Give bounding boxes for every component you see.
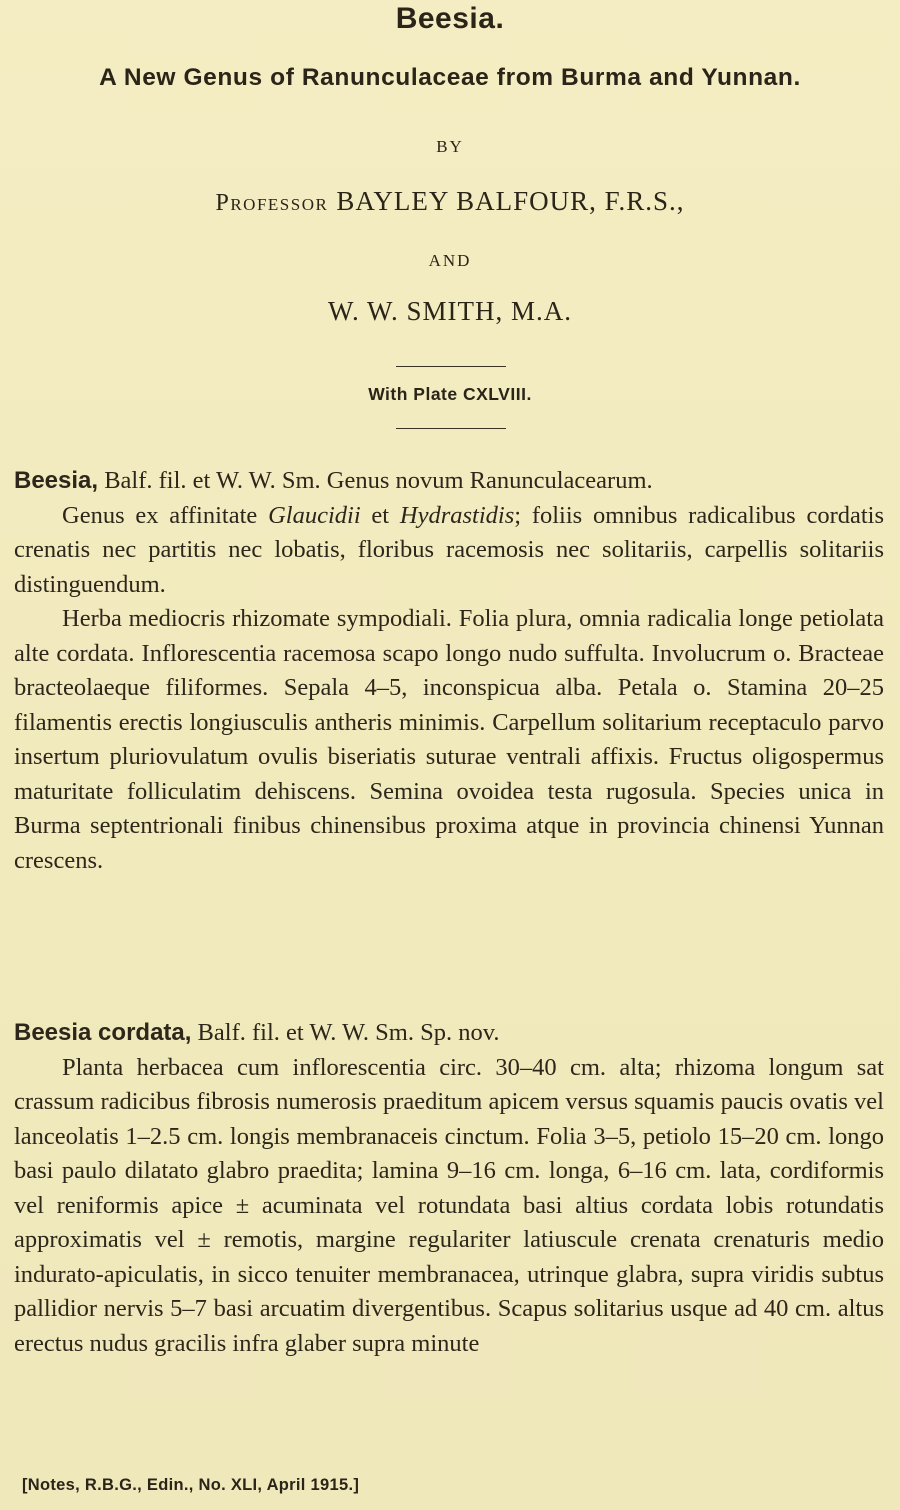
affinity-taxon-1: Glaucidii xyxy=(268,501,361,529)
species-authority: Balf. fil. et W. W. Sm. Sp. nov. xyxy=(197,1019,500,1046)
author-2: W. W. SMITH, M.A. xyxy=(327,296,573,326)
genus-section xyxy=(14,464,884,878)
byline-by: BY xyxy=(436,137,464,156)
species-section xyxy=(14,1016,884,1361)
author-1 xyxy=(0,186,900,217)
divider-top xyxy=(396,366,506,367)
article-title: Beesia. xyxy=(395,2,505,35)
page-footer: [Notes, R.B.G., Edin., No. XLI, April 1915.] xyxy=(22,1476,360,1494)
affinity-end: ; foliis omnibus radicalibus cordatis crenatis nec partitis nec lobatis, floribus racemosis nec solitariis, carpellis solitariis distinguendum. xyxy=(14,501,884,598)
divider-bottom xyxy=(396,428,506,429)
author-1-title: Professor xyxy=(215,190,329,216)
author-1-name: BAYLEY BALFOUR, F.R.S., xyxy=(336,186,685,216)
genus-heading xyxy=(14,464,884,499)
affinity-start: Genus ex affinitate xyxy=(62,501,269,529)
species-description-paragraph: Planta herbacea cum inflorescentia circ. 30–40 cm. alta; rhizoma longum sat crassum radicibus fibrosis numerosis praeditum apicem versus squamis paucis ovatis vel lanceolatis 1–2.5 cm. longis membranaceis cinctum. Folia 3–5, petiolo 15–20 cm. longo basi paulo dilatato glabro praedita; lamina 9–16 cm. longa, 6–16 cm. lata, cordiformis vel reniformis apice ± acuminata vel rotundata basi altius cordata lobis rotundatis approximatis vel ± remotis, margine regulariter latiuscule crenata crenaturis medio indurato-apiculatis, in sicco tenuiter membranacea, utrinque glabra, supra viridis subtus pallidior nervis 5–7 basi arcuatim divergentibus. Scapus solitarius usque ad 40 cm. altus erectus nudus gracilis infra glaber supra minute xyxy=(14,1053,884,1357)
plate-reference: With Plate CXLVIII. xyxy=(368,384,532,404)
species-name: Beesia cordata, xyxy=(14,1019,192,1046)
affinity-taxon-2: Hydrastidis xyxy=(399,501,515,529)
genus-authority: Balf. fil. et W. W. Sm. Genus novum Ranunculacearum. xyxy=(104,467,653,494)
byline-and: AND xyxy=(428,251,472,270)
article-subtitle: A New Genus of Ranunculaceae from Burma and Yunnan. xyxy=(99,64,801,91)
affinity-mid: et xyxy=(360,501,400,529)
genus-description-paragraph: Herba mediocris rhizomate sympodiali. Folia plura, omnia radicalia longe petiolata alte cordata. Inflorescentia racemosa scapo longo nudo suffulta. Involucrum o. Bracteae bracteolaeque filiformes. Sepala 4–5, inconspicua alba. Petala o. Stamina 20–25 filamentis erectis longiusculis antheris minimis. Carpellum solitarium receptaculo parvo insertum pluriovulatum ovulis biseriatis suturae ventrali affixis. Fructus oligospermus maturitate folliculatim dehiscens. Semina ovoidea testa rugosula. Species unica in Burma septentrionali finibus chinensibus proxima atque in provincia chinensi Yunnan crescens. xyxy=(14,605,884,874)
genus-affinity-paragraph xyxy=(14,499,884,603)
species-heading xyxy=(14,1016,884,1051)
genus-name: Beesia, xyxy=(14,467,99,494)
